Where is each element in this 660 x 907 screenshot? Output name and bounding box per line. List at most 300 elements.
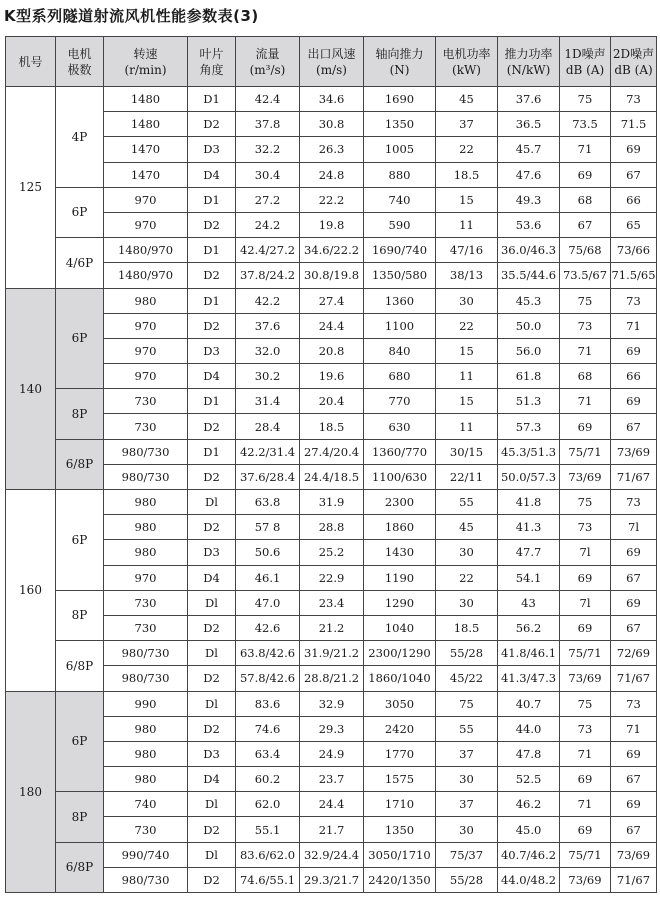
thrust-power-cell: 52.5 — [498, 767, 560, 792]
table-row — [6, 464, 657, 489]
noise-2d-cell: 73 — [611, 87, 657, 112]
thrust-power-cell: 35.5/44.6 — [498, 263, 560, 288]
noise-2d-cell: 7l — [611, 515, 657, 540]
header-label: 1D噪声 — [564, 46, 606, 61]
axial-thrust-cell: 1040 — [364, 615, 436, 640]
outlet-velocity-cell: 24.9 — [300, 741, 364, 766]
axial-thrust-cell: 1710 — [364, 792, 436, 817]
axial-thrust-cell: 1430 — [364, 540, 436, 565]
outlet-velocity-cell: 30.8/19.8 — [300, 263, 364, 288]
header-label: (m/s) — [316, 62, 347, 77]
outlet-velocity-cell: 29.3 — [300, 716, 364, 741]
noise-1d-cell: 71 — [560, 741, 611, 766]
header-label: dB (A) — [614, 62, 653, 77]
noise-2d-cell: 71/67 — [611, 867, 657, 892]
noise-2d-cell: 73 — [611, 691, 657, 716]
table-row — [6, 666, 657, 691]
noise-2d-cell: 71 — [611, 313, 657, 338]
outlet-velocity-cell: 30.8 — [300, 112, 364, 137]
axial-thrust-cell: 1350 — [364, 817, 436, 842]
table-row — [6, 741, 657, 766]
motor-power-cell: 55/28 — [436, 641, 498, 666]
speed-cell: 980/730 — [104, 439, 188, 464]
motor-poles-cell: 6P — [56, 288, 104, 389]
flow-cell: 24.2 — [236, 212, 300, 237]
outlet-velocity-cell: 34.6 — [300, 87, 364, 112]
thrust-power-cell: 45.3/51.3 — [498, 439, 560, 464]
noise-1d-cell: 71 — [560, 389, 611, 414]
fan-performance-table — [5, 36, 657, 893]
noise-2d-cell: 73 — [611, 490, 657, 515]
outlet-velocity-cell: 19.8 — [300, 212, 364, 237]
speed-cell: 980/730 — [104, 464, 188, 489]
header-noise-1d — [560, 37, 611, 87]
noise-1d-cell: 71 — [560, 338, 611, 363]
motor-poles-cell: 8P — [56, 590, 104, 640]
header-label: 极数 — [67, 62, 92, 77]
table-row — [6, 817, 657, 842]
header-label: (kW) — [452, 62, 481, 77]
header-label: 轴向推力 — [375, 46, 424, 61]
speed-cell: 990 — [104, 691, 188, 716]
noise-2d-cell: 67 — [611, 162, 657, 187]
blade-angle-cell: D2 — [188, 716, 236, 741]
thrust-power-cell: 54.1 — [498, 565, 560, 590]
blade-angle-cell: D3 — [188, 540, 236, 565]
outlet-velocity-cell: 27.4/20.4 — [300, 439, 364, 464]
axial-thrust-cell: 1100/630 — [364, 464, 436, 489]
blade-angle-cell: Dl — [188, 490, 236, 515]
blade-angle-cell: D2 — [188, 212, 236, 237]
noise-1d-cell: 68 — [560, 187, 611, 212]
table-row — [6, 615, 657, 640]
speed-cell: 740 — [104, 792, 188, 817]
blade-angle-cell: D2 — [188, 313, 236, 338]
blade-angle-cell: D3 — [188, 137, 236, 162]
motor-power-cell: 30 — [436, 767, 498, 792]
outlet-velocity-cell: 32.9/24.4 — [300, 842, 364, 867]
noise-2d-cell: 69 — [611, 338, 657, 363]
axial-thrust-cell: 2420 — [364, 716, 436, 741]
blade-angle-cell: D2 — [188, 666, 236, 691]
speed-cell: 980 — [104, 515, 188, 540]
motor-power-cell: 15 — [436, 389, 498, 414]
speed-cell: 970 — [104, 313, 188, 338]
speed-cell: 970 — [104, 187, 188, 212]
axial-thrust-cell: 630 — [364, 414, 436, 439]
outlet-velocity-cell: 31.9 — [300, 490, 364, 515]
motor-power-cell: 45 — [436, 87, 498, 112]
motor-poles-cell: 4/6P — [56, 238, 104, 288]
outlet-velocity-cell: 20.4 — [300, 389, 364, 414]
axial-thrust-cell: 2300 — [364, 490, 436, 515]
flow-cell: 63.4 — [236, 741, 300, 766]
blade-angle-cell: D1 — [188, 238, 236, 263]
motor-power-cell: 30/15 — [436, 439, 498, 464]
header-thrust-power — [498, 37, 560, 87]
speed-cell: 1480 — [104, 112, 188, 137]
outlet-velocity-cell: 31.9/21.2 — [300, 641, 364, 666]
noise-2d-cell: 69 — [611, 590, 657, 615]
motor-poles-cell: 6P — [56, 187, 104, 237]
speed-cell: 990/740 — [104, 842, 188, 867]
outlet-velocity-cell: 26.3 — [300, 137, 364, 162]
outlet-velocity-cell: 28.8/21.2 — [300, 666, 364, 691]
header-label: 叶片 — [199, 46, 224, 61]
table-row — [6, 691, 657, 716]
header-label: (N/kW) — [506, 62, 551, 77]
speed-cell: 980/730 — [104, 666, 188, 691]
speed-cell: 970 — [104, 338, 188, 363]
outlet-velocity-cell: 21.7 — [300, 817, 364, 842]
speed-cell: 980/730 — [104, 867, 188, 892]
axial-thrust-cell: 680 — [364, 364, 436, 389]
header-label: 转速 — [133, 46, 158, 61]
outlet-velocity-cell: 27.4 — [300, 288, 364, 313]
noise-2d-cell: 69 — [611, 792, 657, 817]
table-row — [6, 338, 657, 363]
thrust-power-cell: 41.3 — [498, 515, 560, 540]
header-flow — [236, 37, 300, 87]
outlet-velocity-cell: 24.4/18.5 — [300, 464, 364, 489]
flow-cell: 55.1 — [236, 817, 300, 842]
table-row — [6, 288, 657, 313]
blade-angle-cell: D2 — [188, 263, 236, 288]
header-label: (N) — [389, 62, 410, 77]
noise-2d-cell: 71/67 — [611, 666, 657, 691]
outlet-velocity-cell: 18.5 — [300, 414, 364, 439]
noise-2d-cell: 69 — [611, 540, 657, 565]
noise-1d-cell: 73.5 — [560, 112, 611, 137]
noise-1d-cell: 73 — [560, 716, 611, 741]
table-row — [6, 137, 657, 162]
header-outlet-velocity — [300, 37, 364, 87]
header-label: 机号 — [18, 54, 43, 69]
speed-cell: 970 — [104, 565, 188, 590]
noise-1d-cell: 75 — [560, 87, 611, 112]
table-row — [6, 439, 657, 464]
noise-2d-cell: 73/69 — [611, 439, 657, 464]
thrust-power-cell: 51.3 — [498, 389, 560, 414]
noise-1d-cell: 75/71 — [560, 842, 611, 867]
table-row — [6, 263, 657, 288]
thrust-power-cell: 56.2 — [498, 615, 560, 640]
speed-cell: 980 — [104, 716, 188, 741]
blade-angle-cell: Dl — [188, 792, 236, 817]
table-row — [6, 565, 657, 590]
motor-power-cell: 75/37 — [436, 842, 498, 867]
axial-thrust-cell: 1860 — [364, 515, 436, 540]
model-cell: 180 — [6, 691, 56, 893]
motor-power-cell: 18.5 — [436, 615, 498, 640]
speed-cell: 980 — [104, 288, 188, 313]
outlet-velocity-cell: 22.9 — [300, 565, 364, 590]
motor-poles-cell: 6P — [56, 490, 104, 591]
speed-cell: 970 — [104, 212, 188, 237]
noise-1d-cell: 73 — [560, 515, 611, 540]
noise-2d-cell: 67 — [611, 767, 657, 792]
speed-cell: 1470 — [104, 162, 188, 187]
motor-power-cell: 45 — [436, 515, 498, 540]
speed-cell: 730 — [104, 615, 188, 640]
table-row — [6, 112, 657, 137]
noise-1d-cell: 75 — [560, 691, 611, 716]
flow-cell: 37.6 — [236, 313, 300, 338]
header-label: 流量 — [255, 46, 280, 61]
thrust-power-cell: 36.5 — [498, 112, 560, 137]
blade-angle-cell: D2 — [188, 867, 236, 892]
noise-1d-cell: 67 — [560, 212, 611, 237]
header-label: (r/min) — [124, 62, 167, 77]
table-row — [6, 641, 657, 666]
blade-angle-cell: Dl — [188, 641, 236, 666]
speed-cell: 1470 — [104, 137, 188, 162]
blade-angle-cell: Dl — [188, 691, 236, 716]
speed-cell: 980 — [104, 540, 188, 565]
header-label: 角度 — [199, 62, 224, 77]
motor-power-cell: 11 — [436, 364, 498, 389]
thrust-power-cell: 44.0/48.2 — [498, 867, 560, 892]
speed-cell: 980/730 — [104, 641, 188, 666]
motor-power-cell: 55/28 — [436, 867, 498, 892]
thrust-power-cell: 45.0 — [498, 817, 560, 842]
header-label: 电机功率 — [442, 46, 491, 61]
table-title: K型系列隧道射流风机性能参数表(3) — [4, 7, 259, 25]
outlet-velocity-cell: 21.2 — [300, 615, 364, 640]
outlet-velocity-cell: 23.7 — [300, 767, 364, 792]
thrust-power-cell: 40.7/46.2 — [498, 842, 560, 867]
noise-1d-cell: 75 — [560, 490, 611, 515]
model-cell: 160 — [6, 490, 56, 692]
motor-power-cell: 22/11 — [436, 464, 498, 489]
motor-power-cell: 22 — [436, 137, 498, 162]
axial-thrust-cell: 740 — [364, 187, 436, 212]
blade-angle-cell: D4 — [188, 162, 236, 187]
blade-angle-cell: D4 — [188, 364, 236, 389]
noise-1d-cell: 69 — [560, 817, 611, 842]
motor-power-cell: 18.5 — [436, 162, 498, 187]
blade-angle-cell: D4 — [188, 565, 236, 590]
motor-power-cell: 45/22 — [436, 666, 498, 691]
flow-cell: 27.2 — [236, 187, 300, 212]
flow-cell: 83.6/62.0 — [236, 842, 300, 867]
axial-thrust-cell: 1360 — [364, 288, 436, 313]
header-label: (m³/s) — [249, 62, 286, 77]
thrust-power-cell: 43 — [498, 590, 560, 615]
thrust-power-cell: 37.6 — [498, 87, 560, 112]
thrust-power-cell: 56.0 — [498, 338, 560, 363]
blade-angle-cell: D2 — [188, 515, 236, 540]
header-motor-power — [436, 37, 498, 87]
motor-power-cell: 55 — [436, 490, 498, 515]
motor-poles-cell: 8P — [56, 792, 104, 842]
speed-cell: 730 — [104, 817, 188, 842]
noise-2d-cell: 65 — [611, 212, 657, 237]
header-blade-angle — [188, 37, 236, 87]
flow-cell: 30.4 — [236, 162, 300, 187]
model-cell: 140 — [6, 288, 56, 490]
table-body — [6, 87, 657, 893]
outlet-velocity-cell: 29.3/21.7 — [300, 867, 364, 892]
motor-power-cell: 30 — [436, 590, 498, 615]
axial-thrust-cell: 3050 — [364, 691, 436, 716]
flow-cell: 60.2 — [236, 767, 300, 792]
noise-2d-cell: 71 — [611, 716, 657, 741]
flow-cell: 32.2 — [236, 137, 300, 162]
axial-thrust-cell: 1575 — [364, 767, 436, 792]
flow-cell: 28.4 — [236, 414, 300, 439]
noise-1d-cell: 73/69 — [560, 867, 611, 892]
noise-2d-cell: 66 — [611, 364, 657, 389]
header-speed — [104, 37, 188, 87]
flow-cell: 57 8 — [236, 515, 300, 540]
noise-1d-cell: 69 — [560, 615, 611, 640]
outlet-velocity-cell: 22.2 — [300, 187, 364, 212]
noise-2d-cell: 66 — [611, 187, 657, 212]
speed-cell: 970 — [104, 364, 188, 389]
noise-2d-cell: 71/67 — [611, 464, 657, 489]
flow-cell: 47.0 — [236, 590, 300, 615]
thrust-power-cell: 61.8 — [498, 364, 560, 389]
motor-power-cell: 38/13 — [436, 263, 498, 288]
table-row — [6, 842, 657, 867]
flow-cell: 62.0 — [236, 792, 300, 817]
noise-2d-cell: 67 — [611, 615, 657, 640]
table-row — [6, 87, 657, 112]
header-label: dB (A) — [565, 62, 605, 77]
thrust-power-cell: 36.0/46.3 — [498, 238, 560, 263]
blade-angle-cell: D2 — [188, 817, 236, 842]
flow-cell: 31.4 — [236, 389, 300, 414]
header-motor-poles — [56, 37, 104, 87]
speed-cell: 980 — [104, 490, 188, 515]
header-label: 2D噪声 — [612, 46, 655, 61]
axial-thrust-cell: 2420/1350 — [364, 867, 436, 892]
thrust-power-cell: 45.7 — [498, 137, 560, 162]
motor-poles-cell: 4P — [56, 87, 104, 188]
thrust-power-cell: 41.3/47.3 — [498, 666, 560, 691]
blade-angle-cell: D2 — [188, 464, 236, 489]
motor-poles-cell: 8P — [56, 389, 104, 439]
table-row — [6, 389, 657, 414]
flow-cell: 37.6/28.4 — [236, 464, 300, 489]
header-row — [6, 37, 657, 87]
header-label: 电机 — [67, 46, 92, 61]
motor-power-cell: 22 — [436, 565, 498, 590]
noise-2d-cell: 69 — [611, 389, 657, 414]
flow-cell: 63.8/42.6 — [236, 641, 300, 666]
speed-cell: 730 — [104, 389, 188, 414]
speed-cell: 1480/970 — [104, 263, 188, 288]
blade-angle-cell: Dl — [188, 842, 236, 867]
table-row — [6, 515, 657, 540]
axial-thrust-cell: 590 — [364, 212, 436, 237]
noise-1d-cell: 75 — [560, 288, 611, 313]
noise-1d-cell: 73/69 — [560, 464, 611, 489]
thrust-power-cell: 41.8 — [498, 490, 560, 515]
blade-angle-cell: D2 — [188, 112, 236, 137]
flow-cell: 63.8 — [236, 490, 300, 515]
axial-thrust-cell: 3050/1710 — [364, 842, 436, 867]
table-row — [6, 238, 657, 263]
blade-angle-cell: D1 — [188, 389, 236, 414]
noise-1d-cell: 69 — [560, 162, 611, 187]
motor-power-cell: 55 — [436, 716, 498, 741]
speed-cell: 1480 — [104, 87, 188, 112]
flow-cell: 42.6 — [236, 615, 300, 640]
noise-2d-cell: 67 — [611, 414, 657, 439]
motor-poles-cell: 6/8P — [56, 842, 104, 892]
axial-thrust-cell: 1770 — [364, 741, 436, 766]
noise-1d-cell: 69 — [560, 414, 611, 439]
flow-cell: 50.6 — [236, 540, 300, 565]
motor-power-cell: 37 — [436, 112, 498, 137]
motor-power-cell: 11 — [436, 212, 498, 237]
flow-cell: 32.0 — [236, 338, 300, 363]
axial-thrust-cell: 1190 — [364, 565, 436, 590]
thrust-power-cell: 47.7 — [498, 540, 560, 565]
motor-power-cell: 30 — [436, 540, 498, 565]
axial-thrust-cell: 1100 — [364, 313, 436, 338]
outlet-velocity-cell: 24.8 — [300, 162, 364, 187]
noise-2d-cell: 73 — [611, 288, 657, 313]
noise-1d-cell: 7l — [560, 540, 611, 565]
blade-angle-cell: D1 — [188, 288, 236, 313]
blade-angle-cell: D1 — [188, 187, 236, 212]
motor-power-cell: 11 — [436, 414, 498, 439]
model-cell: 125 — [6, 87, 56, 289]
noise-1d-cell: 75/71 — [560, 641, 611, 666]
motor-power-cell: 30 — [436, 288, 498, 313]
flow-cell: 42.2/31.4 — [236, 439, 300, 464]
outlet-velocity-cell: 25.2 — [300, 540, 364, 565]
blade-angle-cell: Dl — [188, 590, 236, 615]
speed-cell: 980 — [104, 741, 188, 766]
axial-thrust-cell: 1690 — [364, 87, 436, 112]
noise-1d-cell: 69 — [560, 767, 611, 792]
blade-angle-cell: D2 — [188, 615, 236, 640]
motor-power-cell: 15 — [436, 338, 498, 363]
noise-1d-cell: 75/71 — [560, 439, 611, 464]
noise-2d-cell: 72/69 — [611, 641, 657, 666]
outlet-velocity-cell: 20.8 — [300, 338, 364, 363]
noise-2d-cell: 67 — [611, 817, 657, 842]
header-model — [6, 37, 56, 87]
noise-2d-cell: 67 — [611, 565, 657, 590]
table-row — [6, 716, 657, 741]
blade-angle-cell: D4 — [188, 767, 236, 792]
motor-power-cell: 75 — [436, 691, 498, 716]
outlet-velocity-cell: 24.4 — [300, 792, 364, 817]
table-row — [6, 792, 657, 817]
thrust-power-cell: 44.0 — [498, 716, 560, 741]
noise-2d-cell: 71.5 — [611, 112, 657, 137]
noise-2d-cell: 73/69 — [611, 842, 657, 867]
table-row — [6, 490, 657, 515]
motor-poles-cell: 6P — [56, 691, 104, 792]
thrust-power-cell: 47.8 — [498, 741, 560, 766]
axial-thrust-cell: 1350/580 — [364, 263, 436, 288]
noise-1d-cell: 7l — [560, 590, 611, 615]
outlet-velocity-cell: 23.4 — [300, 590, 364, 615]
blade-angle-cell: D3 — [188, 338, 236, 363]
motor-power-cell: 47/16 — [436, 238, 498, 263]
outlet-velocity-cell: 24.4 — [300, 313, 364, 338]
axial-thrust-cell: 1290 — [364, 590, 436, 615]
speed-cell: 980 — [104, 767, 188, 792]
header-label: 推力功率 — [504, 46, 553, 61]
table-row — [6, 767, 657, 792]
